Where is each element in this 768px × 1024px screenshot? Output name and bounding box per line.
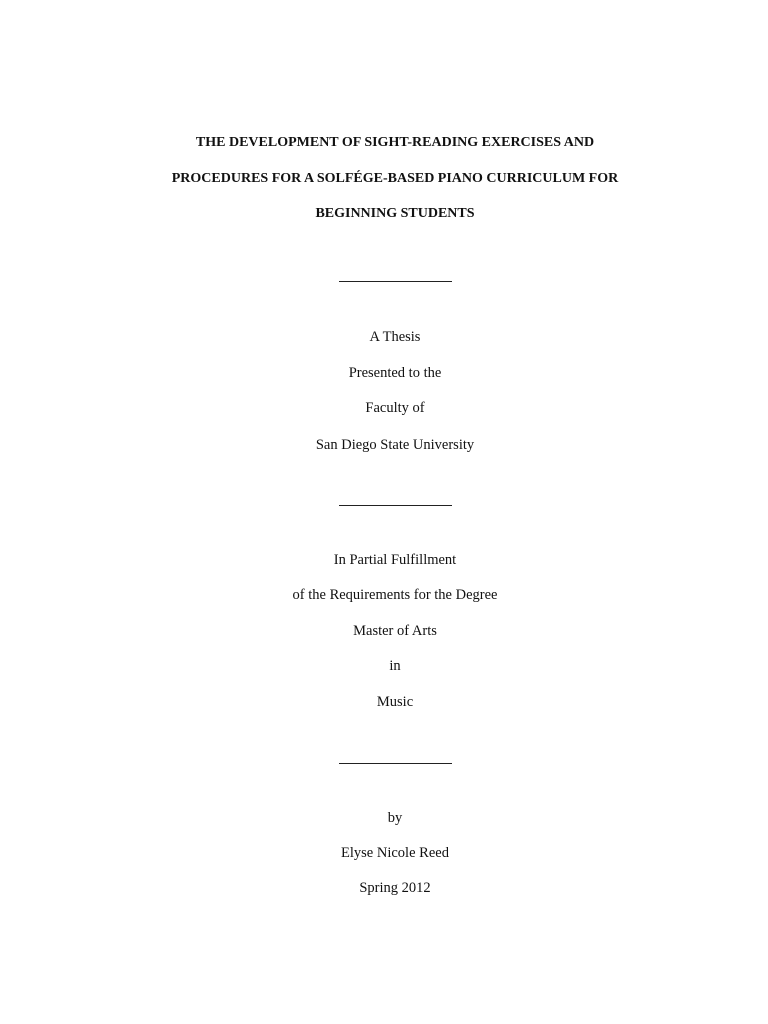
presented-to-line: Presented to the (348, 365, 442, 381)
requirements-line: of the Requirements for the Degree (292, 587, 498, 603)
in-line: in (389, 658, 401, 674)
separator-rule-3 (339, 763, 452, 764)
fulfillment-line: In Partial Fulfillment (333, 552, 457, 568)
author-name: Elyse Nicole Reed (341, 845, 449, 861)
field-name: Music (376, 694, 414, 710)
faculty-line: Faculty of (365, 400, 425, 416)
university-name: San Diego State University (315, 437, 475, 453)
submission-date: Spring 2012 (359, 880, 431, 896)
title-line-2: PROCEDURES FOR A SOLFÉGE-BASED PIANO CURRICULUM FOR (171, 171, 619, 186)
separator-rule-2 (339, 505, 452, 506)
by-line: by (387, 810, 403, 826)
title-line-1: THE DEVELOPMENT OF SIGHT-READING EXERCISES AND (195, 135, 595, 150)
title-line-3: BEGINNING STUDENTS (315, 206, 475, 221)
thesis-label: A Thesis (369, 329, 421, 345)
degree-name: Master of Arts (353, 623, 437, 639)
separator-rule-1 (339, 281, 452, 282)
